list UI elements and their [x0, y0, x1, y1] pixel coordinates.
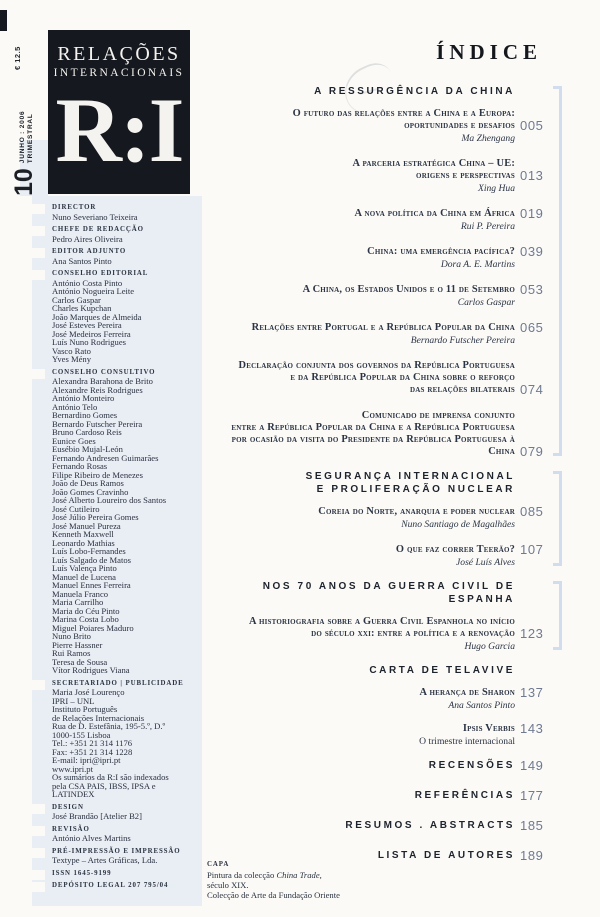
masthead-line: pela CSA PAIS, IBSS, IPSA e LATINDEX	[52, 780, 156, 799]
toc-column	[226, 40, 562, 879]
toc-entry	[226, 687, 549, 711]
masthead-line: José Júlio Pereira Gomes	[52, 512, 139, 522]
section-bracket-decoration	[553, 581, 562, 650]
masthead-label: SECRETARIADO | PUBLICIDADE	[52, 679, 184, 687]
toc-section	[226, 580, 562, 652]
masthead-line: Luís Valença Pinto	[52, 563, 117, 573]
entry-title	[226, 687, 515, 699]
masthead-line: João Gomes Cravinho	[52, 486, 129, 497]
entry-title-line: Comunicado de imprensa conjunto	[361, 410, 515, 421]
page-number: 065	[520, 320, 544, 335]
entry-title-row	[226, 208, 549, 220]
masthead-group	[52, 369, 198, 675]
entry-title-row	[226, 360, 549, 396]
masthead-label: ISSN 1645-9199	[52, 869, 112, 877]
masthead-line: Kenneth Maxwell	[52, 529, 114, 539]
masthead-line: Rua de D. Estefânia, 195-5.º, D.º	[52, 721, 166, 731]
masthead-line: António Monteiro	[52, 393, 115, 403]
page-number: 053	[520, 282, 544, 297]
entry-title-row	[226, 723, 549, 735]
toc-entry	[226, 360, 549, 396]
masthead-line: José Cutileiro	[52, 503, 100, 514]
masthead-line: Charles Kupchan	[52, 303, 112, 313]
masthead-group	[52, 826, 198, 843]
entry-title	[226, 616, 515, 640]
masthead-group	[52, 804, 198, 821]
masthead-line: www.ipri.pt	[52, 763, 93, 774]
entry-title-row	[226, 616, 549, 640]
issue-date-periodicity	[19, 111, 35, 164]
section-bracket-decoration	[553, 471, 562, 566]
page-number: 149	[520, 758, 544, 773]
entry-title	[226, 723, 515, 735]
cover-note	[207, 861, 427, 900]
masthead-label: CONSELHO EDITORIAL	[52, 270, 149, 277]
entry-title	[226, 208, 515, 220]
toc-entry	[226, 284, 549, 308]
toc-section	[226, 470, 562, 568]
page-number: 074	[520, 382, 544, 397]
toc-section	[226, 85, 562, 458]
masthead-notch-decoration	[32, 680, 45, 690]
masthead-line: Marina Costa Lobo	[52, 614, 119, 624]
entry-title-line: A herança de Sharon	[419, 687, 515, 698]
masthead-line: Bernardo Futscher Pereira	[52, 418, 143, 429]
journal-logo	[48, 30, 190, 194]
masthead-group	[52, 204, 198, 221]
entry-title-line: LISTA DE AUTORES	[377, 850, 515, 861]
masthead-line: Alexandra Barahona de Brito	[52, 376, 153, 386]
entry-title-row	[226, 789, 549, 802]
masthead-group	[52, 882, 198, 889]
masthead-line: Miguel Poiares Maduro	[52, 622, 134, 633]
masthead-line: Bruno Cardoso Reis	[52, 427, 122, 437]
price-label: € 12.5	[13, 46, 22, 70]
masthead-notch-decoration	[32, 882, 45, 892]
masthead-notch-decoration	[32, 848, 45, 858]
entry-title-row	[226, 158, 549, 182]
masthead-line: de Relações Internacionais	[52, 712, 145, 723]
entry-title-line: China: uma emergência pacífica?	[367, 246, 515, 257]
masthead-label: PRÉ-IMPRESSÃO E IMPRESSÃO	[52, 847, 181, 855]
section-heading-line: NOS 70 ANOS DA GUERRA CIVIL DE ESPANHA	[262, 581, 515, 605]
masthead-line: Maria José Lourenço	[52, 687, 125, 697]
toc-entry	[226, 158, 549, 194]
toc-section	[226, 759, 562, 862]
entry-title-line: A parceria estratégica China – UE:	[352, 158, 515, 169]
masthead-line: Maria do Céu Pinto	[52, 605, 120, 616]
entry-author: Rui P. Pereira	[460, 221, 515, 232]
masthead-line: José Medeiros Ferreira	[52, 328, 131, 339]
masthead-line: Nuno Brito	[52, 631, 91, 641]
masthead-line: IPRI – UNL	[52, 695, 95, 706]
entry-title-line: entre a República Popular da China e a República Portuguesa	[231, 422, 515, 433]
masthead-line: José Alberto Loureiro dos Santos	[52, 495, 167, 505]
masthead-line: José Brandão [Atelier B2]	[52, 811, 142, 821]
masthead-line: António Costa Pinto	[52, 277, 123, 288]
section-heading	[226, 85, 549, 98]
masthead-notch-decoration	[32, 870, 45, 880]
logo-title-line2: INTERNACIONAIS	[53, 67, 185, 79]
entry-title-line: O que faz correr Teerão?	[395, 544, 515, 555]
toc-entry	[226, 616, 549, 652]
masthead-line: Teresa de Sousa	[52, 656, 108, 667]
entry-author: Ana Santos Pinto	[448, 700, 515, 711]
toc-entry	[226, 246, 549, 270]
masthead-notch-decoration	[32, 226, 45, 236]
masthead-line: António Telo	[52, 401, 98, 412]
masthead-label: DIRECTOR	[52, 204, 97, 211]
masthead-line: Fax: +351 21 314 1228	[52, 746, 133, 757]
masthead-line: Pierre Hassner	[52, 639, 103, 650]
entry-title-line: RESUMOS . ABSTRACTS	[345, 820, 515, 831]
entry-title	[226, 108, 515, 132]
entry-author: José Luís Alves	[456, 557, 515, 568]
entry-author: Bernardo Futscher Pereira	[410, 335, 515, 346]
masthead-notch-decoration	[32, 204, 45, 214]
entry-title-row	[226, 544, 549, 556]
toc-entry	[226, 759, 549, 772]
masthead-line: Alexandre Reis Rodrigues	[52, 384, 143, 395]
entry-title	[226, 819, 515, 832]
toc-entry	[226, 544, 549, 568]
page-number: 137	[520, 685, 544, 700]
masthead-line: Pedro Aires Oliveira	[52, 233, 123, 244]
page-number: 123	[520, 626, 544, 641]
toc-entry	[226, 819, 549, 832]
section-heading-line: SEGURANÇA INTERNACIONAL	[305, 471, 515, 482]
masthead-line: Manuela Franco	[52, 588, 109, 599]
section-heading	[226, 664, 549, 677]
entry-title-line: Coreia do Norte, anarquia e poder nuclear	[318, 506, 515, 517]
page-number: 143	[520, 721, 544, 736]
toc-entry	[226, 410, 549, 458]
crop-mark	[0, 10, 7, 31]
masthead-line: Vasco Rato	[52, 345, 91, 356]
toc-section	[226, 723, 562, 747]
entry-author: Hugo Garcia	[464, 641, 515, 652]
entry-title-line: oportunidades e desafios	[404, 120, 515, 131]
masthead-group	[52, 270, 198, 364]
masthead-line: Manuel de Lucena	[52, 571, 116, 582]
entry-title-line: Relações entre Portugal e a República Popular da China	[251, 322, 515, 333]
entry-title	[226, 246, 515, 258]
toc-entry	[226, 789, 549, 802]
entry-title	[226, 759, 515, 772]
page-number: 039	[520, 244, 544, 259]
section-bracket-decoration	[553, 86, 562, 456]
masthead-line: E-mail: ipri@ipri.pt	[52, 755, 121, 765]
section-heading-line: A RESSURGÊNCIA DA CHINA	[314, 86, 515, 97]
entry-title-line: A historiografia sobre a Guerra Civil Espanhola no início	[249, 616, 515, 627]
entry-title	[226, 789, 515, 802]
masthead-line: Luís Nuno Rodrigues	[52, 337, 126, 347]
entry-title-line: e da República Popular da China sobre o reforço	[290, 372, 515, 383]
masthead-notch-decoration	[32, 270, 45, 280]
masthead-group	[52, 226, 198, 243]
toc-entry	[226, 322, 549, 346]
masthead-group	[52, 870, 198, 877]
masthead-label: REVISÃO	[52, 825, 90, 833]
issue-label-line: TRIMESTRAL	[26, 113, 34, 164]
issue-number: 10	[10, 168, 38, 196]
price-vertical	[13, 24, 27, 70]
entry-title	[226, 284, 515, 296]
masthead-label: CHEFE DE REDACÇÃO	[52, 226, 144, 233]
entry-title-line: RECENSÕES	[428, 760, 515, 771]
masthead-notch-decoration	[32, 248, 45, 258]
masthead-line: Nuno Severiano Teixeira	[52, 211, 138, 222]
logo-monogram: R:I	[55, 79, 183, 181]
masthead-line: Filipe Ribeiro de Menezes	[52, 469, 143, 480]
section-heading-line: CARTA DE TELAVIVE	[369, 665, 515, 676]
section-heading	[226, 470, 549, 496]
masthead-line: António Nogueira Leite	[52, 286, 135, 296]
page-number: 189	[520, 848, 544, 863]
entry-title	[226, 322, 515, 334]
page-title: ÍNDICE	[436, 40, 542, 64]
entry-title-row	[226, 506, 549, 518]
masthead-line: Carlos Gaspar	[52, 294, 101, 305]
entry-title-line: REFERÊNCIAS	[414, 790, 515, 801]
masthead-line: Textype – Artes Gráficas, Lda.	[52, 855, 158, 865]
masthead-label: DESIGN	[52, 803, 84, 811]
cover-note-line: Colecção de Arte da Fundação Oriente	[207, 890, 340, 900]
masthead-line: 1000-155 Lisboa	[52, 729, 111, 740]
masthead-line: José Manuel Pureza	[52, 520, 121, 531]
masthead-notch-decoration	[32, 804, 45, 814]
entry-title-row	[226, 284, 549, 296]
masthead-line: Maria Carrilho	[52, 597, 104, 607]
entry-title-line: A nova política da China em África	[354, 208, 515, 219]
page-number: 019	[520, 206, 544, 221]
entry-title	[226, 360, 515, 396]
entry-title	[226, 544, 515, 556]
cover-note-line: Pintura da colecção China Trade,	[207, 870, 322, 880]
masthead-line: João de Deus Ramos	[52, 478, 124, 488]
cover-note-label: CAPA	[207, 861, 230, 868]
toc-section	[226, 664, 562, 711]
masthead-line: Luís Lobo-Fernandes	[52, 546, 126, 556]
entry-title-row	[226, 759, 549, 772]
cover-note-line: século XIX.	[207, 880, 249, 890]
masthead-label: DEPÓSITO LEGAL 207 795/04	[52, 881, 169, 889]
page-number: 085	[520, 504, 544, 519]
masthead-notch-decoration	[32, 369, 45, 379]
masthead-line: Instituto Português	[52, 704, 118, 714]
masthead-line: Rui Ramos	[52, 648, 91, 658]
entry-title	[226, 158, 515, 182]
entry-title-row	[226, 410, 549, 458]
entry-title-row	[226, 322, 549, 334]
entry-title-line: por ocasião da visita do Presidente da República Portuguesa à China	[231, 434, 515, 457]
masthead-line: António Alves Martins	[52, 833, 131, 843]
page-number: 013	[520, 168, 544, 183]
masthead-label: CONSELHO CONSULTIVO	[52, 368, 156, 376]
entry-author: Carlos Gaspar	[457, 297, 515, 308]
page-number: 177	[520, 788, 544, 803]
masthead-line: Eusébio Mujal-León	[52, 444, 123, 454]
entry-author: Dora A. E. Martins	[440, 259, 515, 270]
masthead-line: Luís Salgado de Matos	[52, 554, 132, 565]
issue-vertical-block	[10, 96, 48, 196]
entry-title-row	[226, 687, 549, 699]
page-number: 079	[520, 444, 544, 459]
section-heading-line: E PROLIFERAÇÃO NUCLEAR	[316, 484, 515, 495]
masthead-line: Bernardino Gomes	[52, 410, 118, 420]
masthead-group	[52, 248, 198, 265]
toc-entry	[226, 108, 549, 144]
issue-label-line: JUNHO : 2006	[18, 110, 26, 164]
entry-author: Ma Zhengang	[461, 133, 515, 144]
entry-title-line: A China, os Estados Unidos e o 11 de Setembro	[302, 284, 515, 295]
entry-title-row	[226, 108, 549, 132]
masthead-line: Eunice Goes	[52, 435, 96, 446]
masthead-group	[52, 848, 198, 865]
page-number: 005	[520, 118, 544, 133]
masthead-panel	[32, 196, 202, 906]
toc-entry	[226, 208, 549, 232]
entry-title	[226, 410, 515, 458]
entry-title-line: das relações bilaterais	[410, 384, 515, 395]
logo-title-line1: RELAÇÕES	[57, 43, 181, 65]
entry-title-row	[226, 819, 549, 832]
masthead-line: João Marques de Almeida	[52, 311, 142, 322]
toc-entry	[226, 723, 549, 747]
entry-title-line: Ipsis Verbis	[462, 723, 515, 734]
masthead-line: Vítor Rodrigues Viana	[52, 665, 130, 675]
entry-author: O trimestre internacional	[419, 736, 515, 747]
masthead-notch-decoration	[32, 826, 45, 836]
masthead-line: Fernando Rosas	[52, 461, 108, 471]
entry-title-line: do século xxi: entre a política e a renovação	[311, 628, 515, 639]
masthead-line: Manuel Ennes Ferreira	[52, 580, 131, 590]
masthead-line: José Esteves Pereira	[52, 320, 122, 330]
masthead-group	[52, 680, 198, 799]
masthead-line: Yves Mény	[52, 354, 91, 364]
entry-title-line: Declaração conjunta dos governos da República Portuguesa	[238, 360, 515, 371]
entry-title	[226, 506, 515, 518]
table-of-contents	[226, 85, 562, 862]
masthead-line: Tel.: +351 21 314 1176	[52, 738, 133, 748]
masthead-line: Leonardo Mathias	[52, 537, 115, 548]
masthead-label: EDITOR ADJUNTO	[52, 248, 127, 255]
masthead-line: Fernando Andresen Guimarães	[52, 452, 159, 463]
section-heading	[226, 580, 549, 606]
entry-title-line: O futuro das relações entre a China e a Europa:	[292, 108, 515, 119]
page-number: 107	[520, 542, 544, 557]
entry-title-line: origens e perspectivas	[416, 170, 515, 181]
entry-title-row	[226, 246, 549, 258]
entry-author: Xing Hua	[477, 183, 515, 194]
masthead-line: Os sumários da R:I são indexados	[52, 772, 169, 782]
entry-author: Nuno Santiago de Magalhães	[401, 519, 515, 530]
page-number: 185	[520, 818, 544, 833]
masthead-line: Ana Santos Pinto	[52, 255, 112, 266]
toc-entry	[226, 506, 549, 530]
